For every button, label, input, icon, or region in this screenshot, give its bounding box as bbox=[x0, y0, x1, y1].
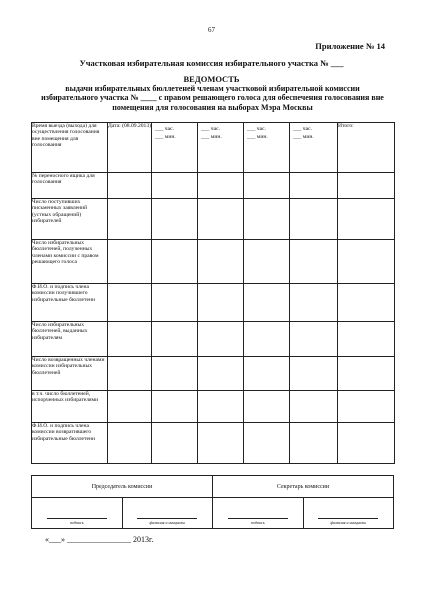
table-row bbox=[32, 199, 395, 240]
document-title: ВЕДОМОСТЬ bbox=[183, 74, 240, 84]
table-row bbox=[32, 173, 395, 199]
row-label: Ф.И.О. и подпись члена комиссии возвратившего избирательные бюллетени bbox=[32, 423, 108, 464]
date-line[interactable]: «___» ________________ 2013г. bbox=[45, 535, 154, 544]
table-row bbox=[32, 322, 395, 357]
page-number: 67 bbox=[208, 26, 215, 34]
table-row bbox=[32, 123, 395, 173]
document-subtitle: выдачи избирательных бюллетеней членам участковой избирательной комиссии избирательного участка № ____ с правом решающего голоса для обеспечения голосования вне помещения для голосования на выборах Мэра Москвы bbox=[41, 84, 384, 112]
secretary-name-field[interactable]: фамилия и инициалы bbox=[303, 498, 394, 529]
secretary-signature-field[interactable]: подпись bbox=[213, 498, 304, 529]
row-label: Время выезда (выхода) для осуществления голосования вне помещения для голосования bbox=[32, 123, 108, 173]
row-label: Ф.И.О. и подпись члена комиссии получившего избирательные бюллетени bbox=[32, 284, 108, 322]
table-row bbox=[32, 391, 395, 423]
appendix-label: Приложение № 14 bbox=[315, 41, 385, 51]
time-slot[interactable]: ___ час. ___ мин. bbox=[152, 123, 198, 173]
table-row bbox=[32, 423, 395, 464]
commission-heading: Участковая избирательная комиссия избирательного участка № ___ bbox=[79, 58, 344, 68]
chairman-label: Председатель комиссии bbox=[32, 476, 213, 498]
register-table bbox=[31, 122, 395, 464]
table-row bbox=[32, 240, 395, 284]
date-header: Дата: (08.09.2013) bbox=[108, 123, 152, 173]
row-label: Число возвращенных членами комиссии избирательных бюллетеней bbox=[32, 357, 108, 391]
time-slot[interactable]: ___ час. ___ мин. bbox=[290, 123, 338, 173]
chairman-name-field[interactable]: фамилия и инициалы bbox=[122, 498, 213, 529]
chairman-signature-field[interactable]: подпись bbox=[32, 498, 123, 529]
row-label: Число поступивших письменных заявлений (устных обращений) избирателей bbox=[32, 199, 108, 240]
time-slot[interactable]: ___ час. ___ мин. bbox=[198, 123, 244, 173]
row-label: Число избирательных бюллетеней, полученных членами комиссии с правом решающего голоса bbox=[32, 240, 108, 284]
secretary-label: Секретарь комиссии bbox=[213, 476, 394, 498]
table-row bbox=[32, 284, 395, 322]
time-slot[interactable]: ___ час. ___ мин. bbox=[244, 123, 290, 173]
row-label: Число избирательных бюллетеней, выданных избирателям bbox=[32, 322, 108, 357]
table-row bbox=[32, 357, 395, 391]
row-label: в т.ч. число бюллетеней, испорченных избирателями bbox=[32, 391, 108, 423]
signature-table bbox=[31, 475, 394, 529]
row-label: № переносного ящика для голосования bbox=[32, 173, 108, 199]
total-label: Итого: bbox=[338, 123, 395, 173]
